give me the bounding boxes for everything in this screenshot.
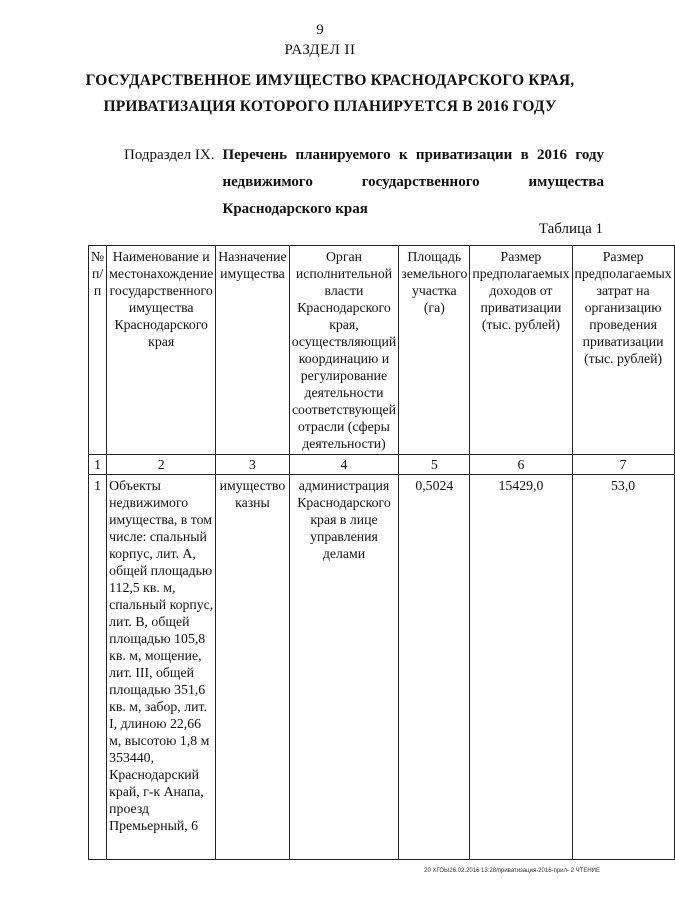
subsection-heading — [124, 142, 604, 223]
header-name: Наименование и местонахождение государственного имущества Краснодарского края — [107, 246, 216, 455]
subsection-text: Перечень планируемого к приватизации в 2016 году недвижимого государственного имущества Краснодарского края — [222, 147, 604, 217]
title-line-2: ПРИВАТИЗАЦИЯ КОТОРОГО ПЛАНИРУЕТСЯ В 2016 ГОДУ — [103, 98, 557, 115]
header-authority: Орган исполнительной власти Краснодарского края, осуществляющий координацию и регулирование деятельности соответствующей отрасли (сферы деятельности) — [289, 246, 399, 455]
privatization-table — [88, 245, 675, 860]
expected-costs: 53,0 — [572, 475, 674, 860]
footer-file-stamp: 20 ХГОЫ26.02.2016 13:28/приватизация-2016-прил- 2 ЧТЕНИЕ — [424, 868, 600, 874]
table-header-row — [89, 246, 675, 455]
column-number: 3 — [216, 455, 289, 475]
document-title — [60, 68, 600, 120]
page-number: 9 — [316, 22, 324, 38]
land-area: 0,5024 — [399, 475, 470, 860]
header-number: № п/п — [89, 246, 107, 455]
table-caption: Таблица 1 — [538, 221, 603, 237]
column-number: 1 — [89, 455, 107, 475]
column-number: 5 — [399, 455, 470, 475]
header-costs: Размер предполагаемых затрат на организацию проведения приватизации (тыс. рублей) — [572, 246, 674, 455]
header-income: Размер предполагаемых доходов от приватизации (тыс. рублей) — [470, 246, 572, 455]
property-purpose: имущество казны — [216, 475, 289, 860]
column-number: 6 — [470, 455, 572, 475]
subsection-label: Подраздел IX. — [124, 147, 215, 163]
column-number: 4 — [289, 455, 399, 475]
property-name-location: Объекты недвижимого имущества, в том числе: спальный корпус, лит. А, общей площадью 112,5 кв. м, спальный корпус, лит. В, общей площадью 105,8 кв. м, мощение, лит. III, общей площадью 351,6 кв. м, забор, лит. I, длиною 22,66 м, высотою 1,8 м 353440, Краснодарский край, г-к Анапа, проезд Премьерный, 6 — [107, 475, 216, 860]
column-number: 7 — [572, 455, 674, 475]
column-number: 2 — [107, 455, 216, 475]
section-heading: РАЗДЕЛ II — [284, 42, 356, 58]
row-number: 1 — [89, 475, 107, 860]
column-numbers-row — [89, 455, 675, 475]
executive-authority: администрация Краснодарского края в лице управления делами — [289, 475, 399, 860]
title-line-1: ГОСУДАРСТВЕННОЕ ИМУЩЕСТВО КРАСНОДАРСКОГО КРАЯ, — [85, 72, 575, 89]
expected-income: 15429,0 — [470, 475, 572, 860]
header-area: Площадь земельного участка (га) — [399, 246, 470, 455]
table-row — [89, 475, 675, 860]
header-purpose: Назначение имущества — [216, 246, 289, 455]
